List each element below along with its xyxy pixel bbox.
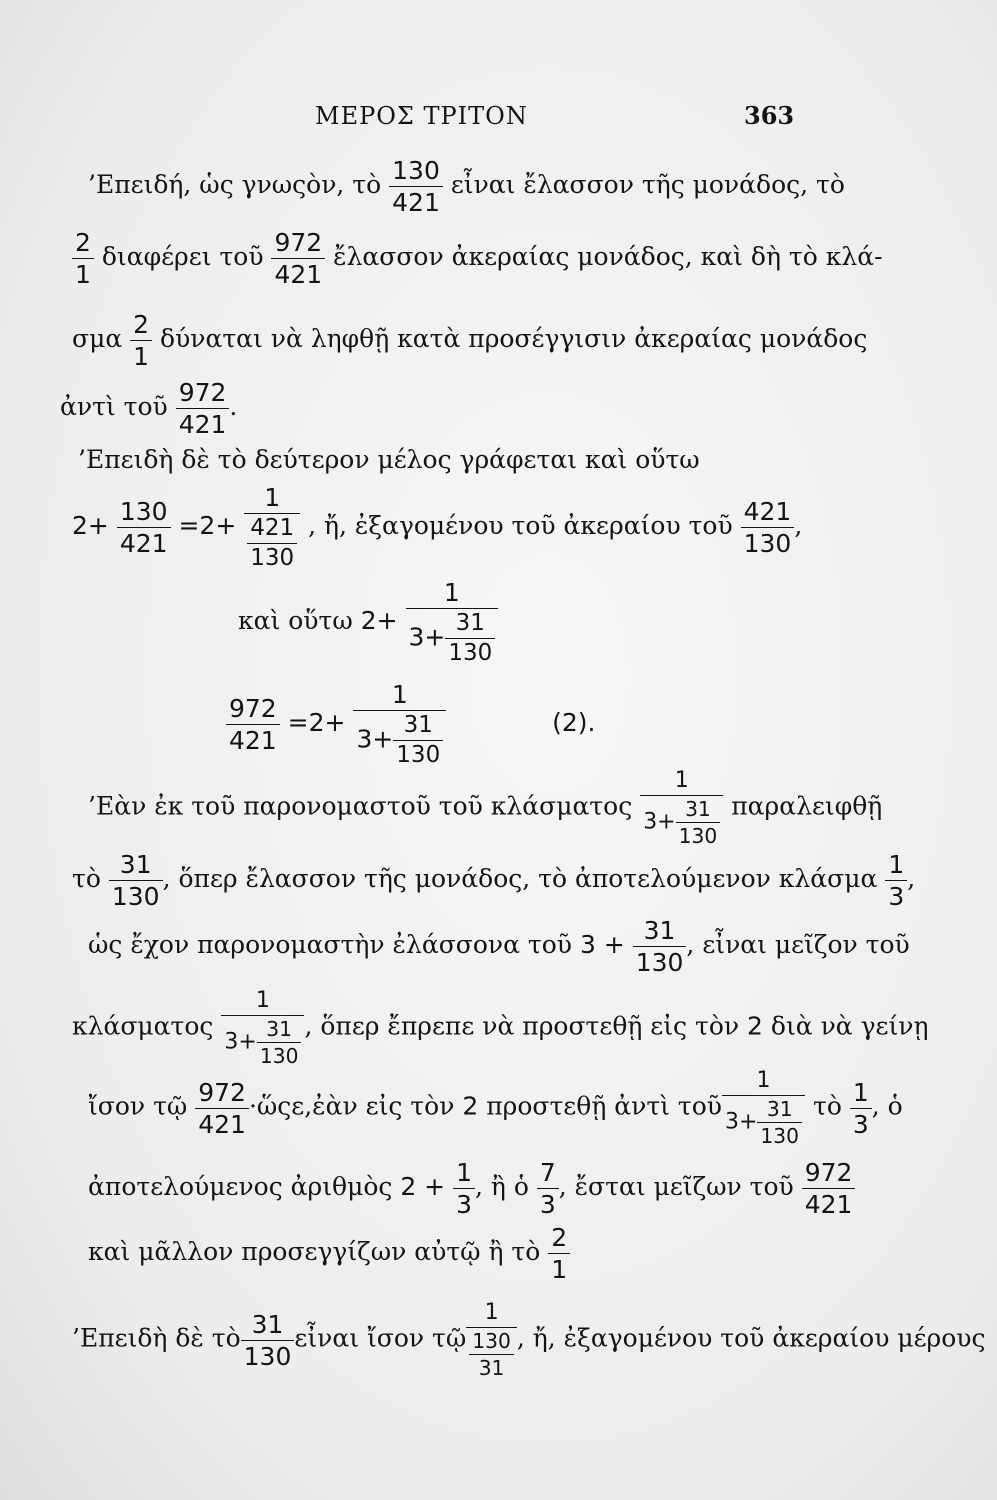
fraction: $\frac{130}{421}$	[389, 158, 443, 215]
page-number: 363	[744, 101, 795, 130]
text-line: καὶ μᾶλλον προσεγγίζων αὐτῷ ἢ τὸ $\frac{2}{1}$	[88, 1225, 570, 1282]
fraction: $\frac{31}{130}$	[257, 1019, 302, 1066]
fraction: $\frac{31}{130}$	[109, 852, 163, 909]
fraction: $\frac{130}{421}$	[117, 499, 171, 556]
text-line: ’Επειδή, ὡς γνωςὸν, τὸ $\frac{130}{421}$ εἶναι ἔλασσον τῆς μονάδος, τὸ	[88, 156, 845, 217]
text-line: ’Εὰν ἐκ τοῦ παρονομαστοῦ τοῦ κλάσματος 1 3+ $\frac{31}{130}$ παραλειφθῇ	[88, 768, 883, 849]
text-line: τὸ $\frac{31}{130}$ , ὅπερ ἔλασσον τῆς μονάδος, τὸ ἀποτελούμενον κλάσμα $\frac{1}{3}$ ,	[72, 850, 916, 911]
continued-fraction: 1 3+ $\frac{31}{130}$	[221, 990, 304, 1066]
text-line: ’Επειδὴ δὲ τὸ $\frac{31}{130}$ εἶναι ἴσον τῷ $\frac{1}{\frac{130}{31}}$ , ἤ, ἐξαγομένου τοῦ ἀκεραίου μέρους	[72, 1300, 986, 1381]
equation-number: (2).	[552, 708, 596, 737]
continued-fraction: 1 3+ $\frac{31}{130}$	[406, 580, 499, 665]
fraction: $\frac{421}{130}$	[741, 499, 795, 556]
fraction: $\frac{7}{3}$	[537, 1160, 559, 1217]
fraction: $\frac{2}{1}$	[72, 230, 94, 287]
text-line: ὡς ἔχον παρονομαστὴν ἐλάσσονα τοῦ 3 + $\frac{31}{130}$ , εἶναι μεῖζον τοῦ	[88, 916, 910, 977]
fraction: $\frac{1}{3}$	[885, 852, 907, 909]
running-header: ΜΕΡΟΣ ΤΡΙΤΟΝ	[315, 102, 528, 130]
continued-fraction: $\frac{1}{\frac{130}{31}}$	[466, 1302, 517, 1378]
continued-fraction: $\frac{1}{\frac{421}{130}}$	[244, 485, 300, 570]
fraction: $\frac{972}{421}$	[176, 380, 230, 437]
fraction: $\frac{31}{130}$	[676, 799, 721, 846]
fraction: $\frac{972}{421}$	[195, 1080, 249, 1137]
text-line: ἀποτελούμενος ἀριθμὸς 2 + $\frac{1}{3}$ , ἢ ὁ $\frac{7}{3}$ , ἔσται μεῖζων τοῦ $\frac{972}{421}$	[88, 1160, 855, 1217]
fraction: $\frac{972}{421}$	[226, 696, 280, 753]
fraction: $\frac{31}{130}$	[393, 714, 443, 767]
fraction: $\frac{31}{130}$	[633, 918, 687, 975]
continued-fraction: 1 3+ $\frac{31}{130}$	[722, 1070, 805, 1146]
fraction: $\frac{31}{130}$	[757, 1099, 802, 1146]
fraction: $\frac{1}{3}$	[850, 1080, 872, 1137]
fraction: $\frac{130}{31}$	[469, 1331, 514, 1378]
equation-line: καὶ οὕτω 2+ 1 3+ $\frac{31}{130}$	[238, 580, 498, 665]
text-line: κλάσματος 1 3+ $\frac{31}{130}$ , ὅπερ ἔπρεπε νὰ προστεθῇ εἰς τὸν 2 διὰ νὰ γείνῃ	[72, 988, 929, 1069]
equation-line: $\frac{972}{421}$ =2+ 1 3+ $\frac{31}{130}$ (2).	[226, 682, 595, 767]
text-line: σμα $\frac{2}{1}$ δύναται νὰ ληφθῇ κατὰ προσέγγισιν ἀκεραίας μονάδος	[72, 310, 868, 371]
text-line: $\frac{2}{1}$ διαφέρει τοῦ $\frac{972}{421}$ ἔλασσον ἀκεραίας μονάδος, καὶ δὴ τὸ κλά-	[72, 230, 883, 287]
fraction: $\frac{2}{1}$	[548, 1225, 570, 1282]
fraction: $\frac{421}{130}$	[247, 517, 297, 570]
text-line: ἴσον τῷ $\frac{972}{421}$ ·ὥςε,ἐὰν εἰς τὸν 2 προστεθῇ ἀντὶ τοῦ 1 3+ $\frac{31}{130}$ τὸ $\frac{1}{3}$ , ὁ	[88, 1068, 903, 1149]
text-line: ἀντὶ τοῦ $\frac{972}{421}$ .	[60, 378, 238, 439]
equation-line: 2+ $\frac{130}{421}$ =2+ $\frac{1}{\frac{421}{130}}$ , ἤ, ἐξαγομένου τοῦ ἀκεραίου τοῦ $\frac{421}{130}$ ,	[72, 483, 803, 571]
fraction: $\frac{31}{130}$	[445, 612, 495, 665]
text-line: ’Επειδὴ δὲ τὸ δεύτερον μέλος γράφεται καὶ οὕτω	[78, 445, 700, 474]
fraction: $\frac{972}{421}$	[802, 1160, 856, 1217]
continued-fraction: 1 3+ $\frac{31}{130}$	[353, 682, 446, 767]
fraction: $\frac{1}{3}$	[453, 1160, 475, 1217]
fraction: $\frac{2}{1}$	[130, 312, 152, 369]
fraction: $\frac{972}{421}$	[271, 230, 325, 287]
continued-fraction: 1 3+ $\frac{31}{130}$	[640, 770, 723, 846]
fraction: $\frac{31}{130}$	[241, 1312, 295, 1369]
